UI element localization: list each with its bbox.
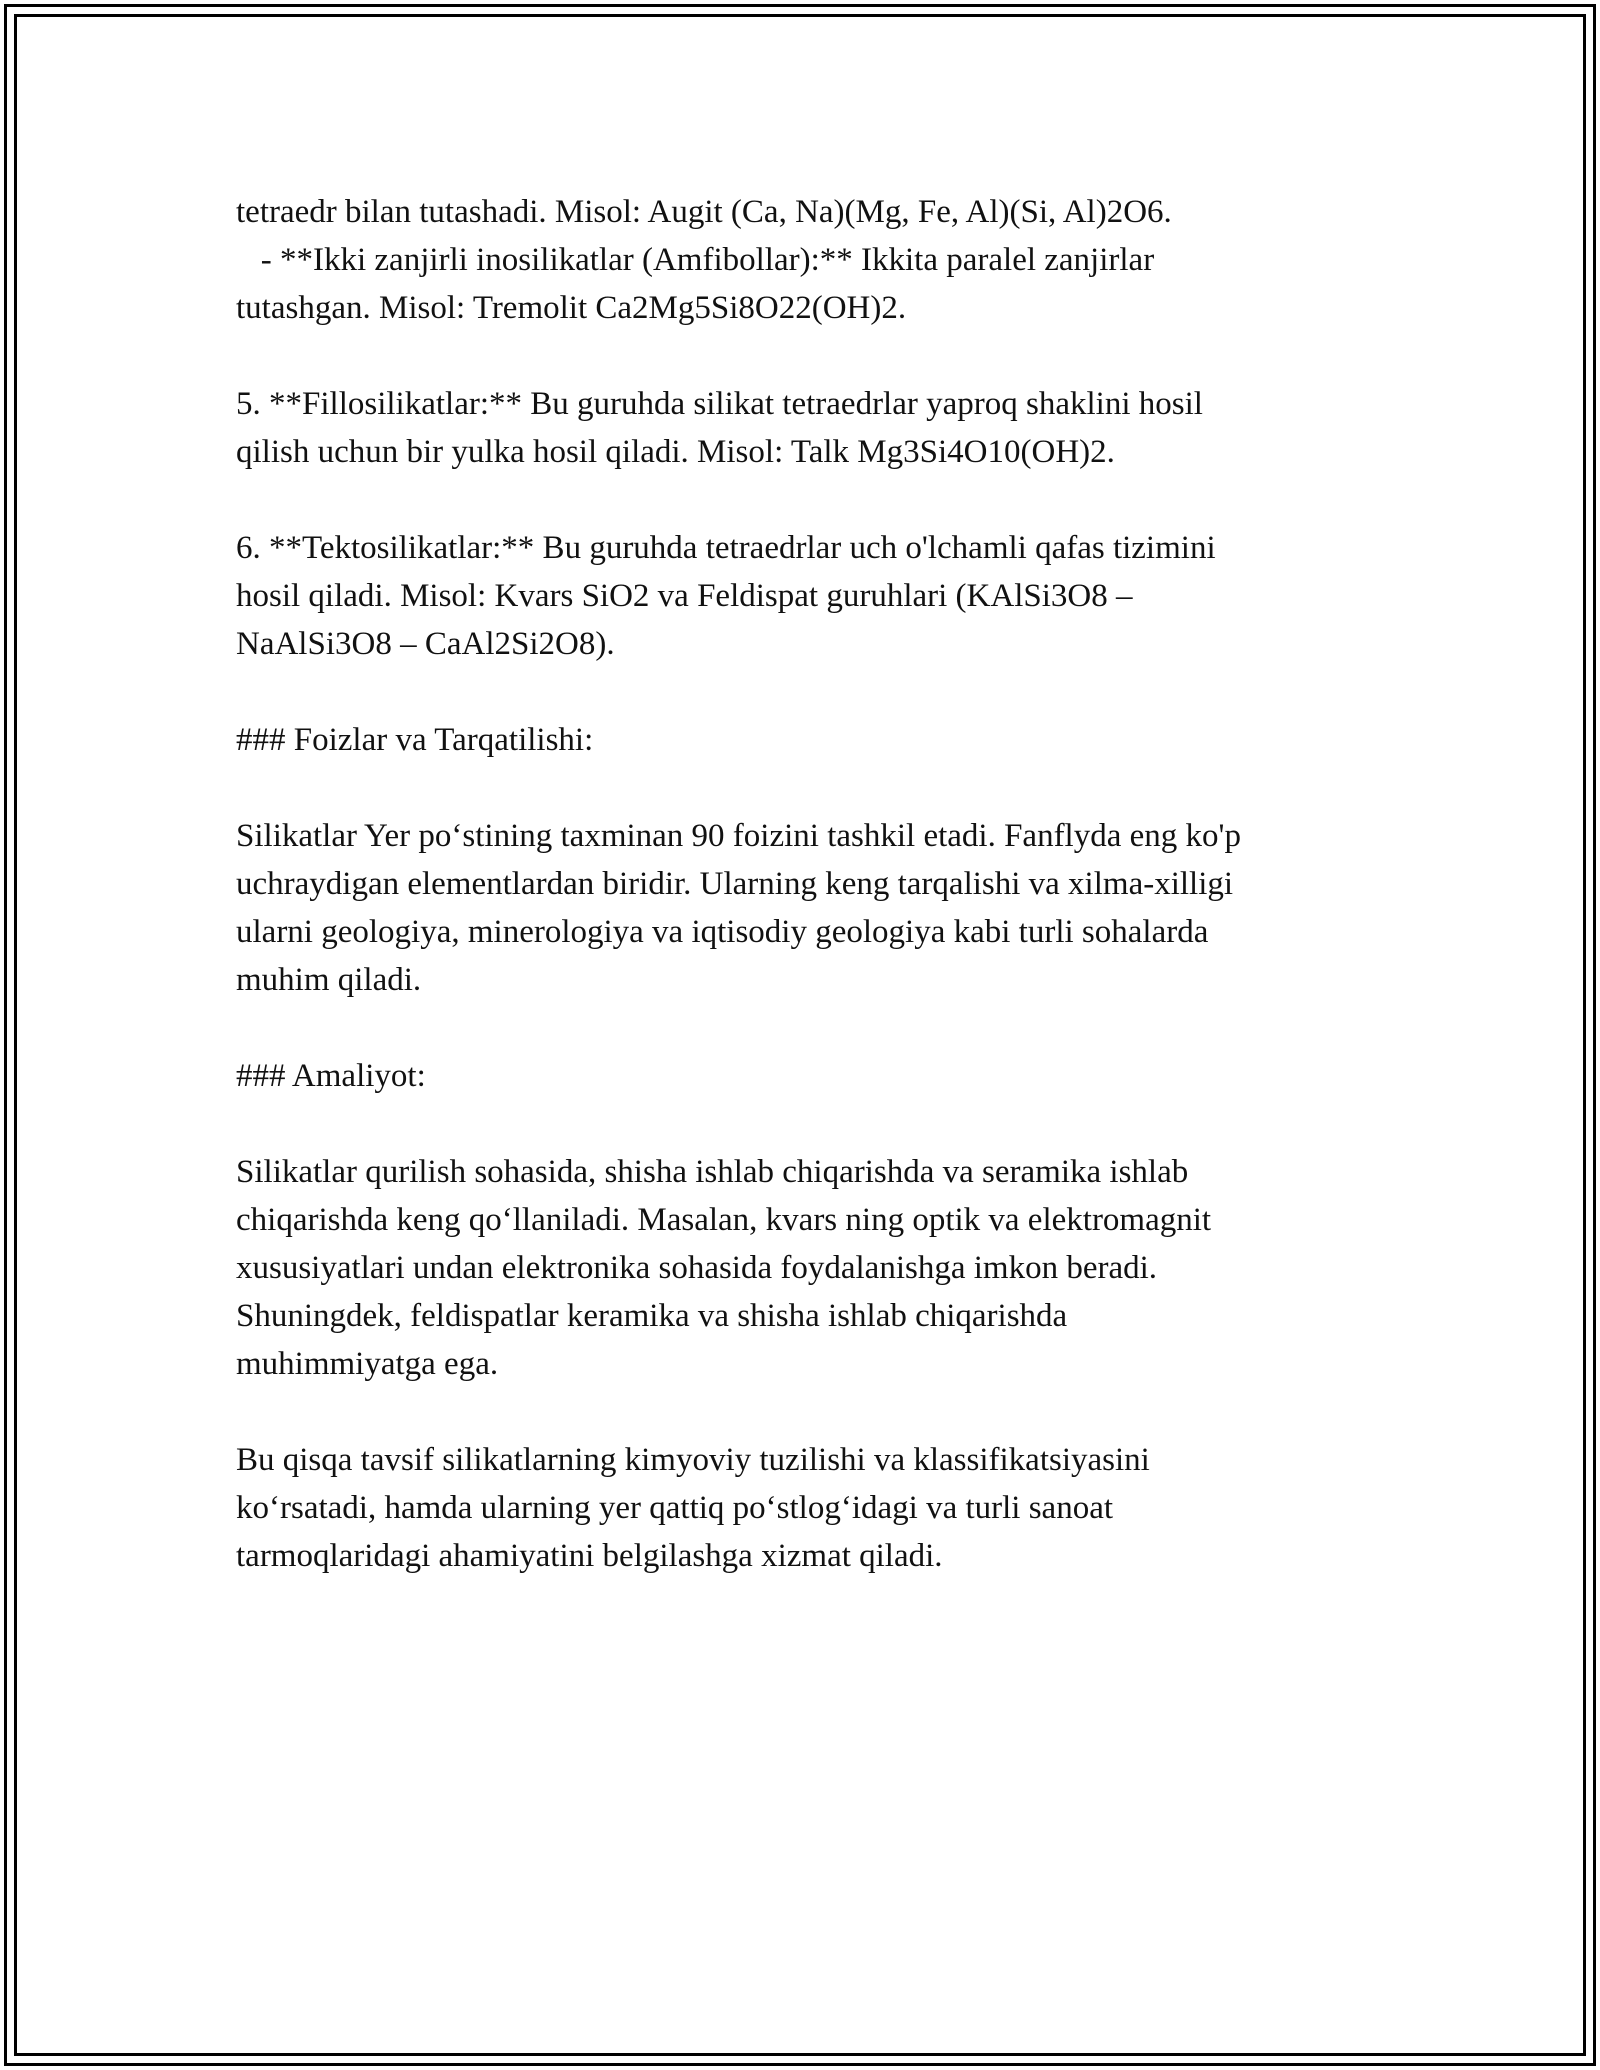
text-line: - **Ikki zanjirli inosilikatlar (Amfibollar):** Ikkita paralel zanjirlar — [236, 242, 1155, 278]
text-line: qilish uchun bir yulka hosil qiladi. Misol: Talk Mg3Si4O10(OH)2. — [236, 434, 1115, 470]
document-body — [236, 188, 1376, 1580]
text-line: NaAlSi3O8 – CaAl2Si2O8). — [236, 626, 615, 662]
text-line: Shuningdek, feldispatlar keramika va shisha ishlab chiqarishda — [236, 1298, 1068, 1334]
paragraph-gap — [236, 332, 1376, 380]
text-line: tutashgan. Misol: Tremolit Ca2Mg5Si8O22(OH)2. — [236, 290, 907, 326]
text-line: Bu qisqa tavsif silikatlarning kimyoviy tuzilishi va klassifikatsiyasini — [236, 1442, 1150, 1478]
text-line: Silikatlar Yer po‘stining taxminan 90 foizini tashkil etadi. Fanflyda eng ko'p — [236, 818, 1241, 854]
paragraph-applications — [236, 1148, 1376, 1388]
paragraph-inosilicates-continued — [236, 188, 1376, 332]
text-line: 6. **Tektosilikatlar:** Bu guruhda tetraedrlar uch o'lchamli qafas tizimini — [236, 530, 1216, 566]
heading-foizlar — [236, 716, 1376, 764]
paragraph-phyllosilicates — [236, 380, 1376, 476]
text-line: hosil qiladi. Misol: Kvars SiO2 va Feldispat guruhlari (KAlSi3O8 – — [236, 578, 1133, 614]
paragraph-summary — [236, 1436, 1376, 1580]
paragraph-distribution — [236, 812, 1376, 1004]
paragraph-gap — [236, 1388, 1376, 1436]
section-heading: ### Foizlar va Tarqatilishi: — [236, 722, 594, 758]
text-line: tarmoqlaridagi ahamiyatini belgilashga xizmat qiladi. — [236, 1538, 943, 1574]
text-line: ularni geologiya, minerologiya va iqtisodiy geologiya kabi turli sohalarda — [236, 914, 1209, 950]
text-line: 5. **Fillosilikatlar:** Bu guruhda silikat tetraedrlar yaproq shaklini hosil — [236, 386, 1203, 422]
text-line: xususiyatlari undan elektronika sohasida foydalanishga imkon beradi. — [236, 1250, 1158, 1286]
text-line: chiqarishda keng qo‘llaniladi. Masalan, kvars ning optik va elektromagnit — [236, 1202, 1212, 1238]
paragraph-gap — [236, 1100, 1376, 1148]
text-line: tetraedr bilan tutashadi. Misol: Augit (Ca, Na)(Mg, Fe, Al)(Si, Al)2O6. — [236, 194, 1172, 230]
paragraph-gap — [236, 764, 1376, 812]
section-heading: ### Amaliyot: — [236, 1058, 426, 1094]
text-line: muhimmiyatga ega. — [236, 1346, 499, 1382]
text-line: uchraydigan elementlardan biridir. Ularning keng tarqalishi va xilma-xilligi — [236, 866, 1234, 902]
paragraph-tectosilicates — [236, 524, 1376, 668]
heading-amaliyot — [236, 1052, 1376, 1100]
text-line: muhim qiladi. — [236, 962, 422, 998]
paragraph-gap — [236, 476, 1376, 524]
text-line: Silikatlar qurilish sohasida, shisha ishlab chiqarishda va seramika ishlab — [236, 1154, 1189, 1190]
text-line: ko‘rsatadi, hamda ularning yer qattiq po‘stlog‘idagi va turli sanoat — [236, 1490, 1114, 1526]
paragraph-gap — [236, 1004, 1376, 1052]
paragraph-gap — [236, 668, 1376, 716]
